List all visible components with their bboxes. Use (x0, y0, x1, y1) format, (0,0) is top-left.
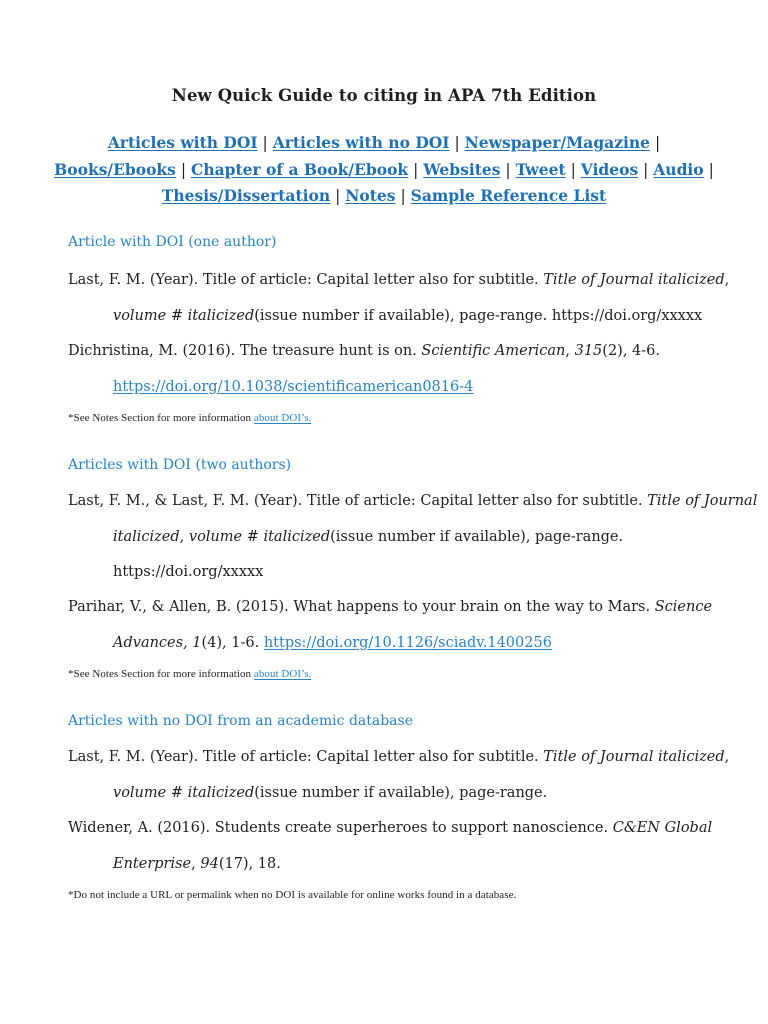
nav-separator: | (654, 134, 661, 152)
nav-link-thesis[interactable]: Thesis/Dissertation (161, 186, 331, 205)
nav-link-tweet[interactable]: Tweet (515, 159, 566, 179)
no-doi-note: *Do not include a URL or permalink when no DOI is available for online works found in a database. (68, 889, 517, 901)
nav-row-3 (0, 183, 768, 210)
reference-template-one-author: Last, F. M. (Year). Title of article: Capital letter also for subtitle. Title of Journal italicized, volume # italicized(issue number if available), page-range. https://doi.org/xxxxx (68, 272, 730, 324)
section-nav (0, 130, 768, 210)
nav-separator: | (413, 160, 419, 179)
nav-separator: | (505, 160, 511, 179)
about-doi-link[interactable]: about DOI’s. (253, 412, 312, 424)
section-heading-doi-two-authors: Articles with DOI (two authors) (68, 457, 292, 473)
page-title: New Quick Guide to citing in APA 7th Edition (171, 86, 597, 105)
nav-separator: | (180, 160, 187, 179)
doi-note: *See Notes Section for more information about DOI’s. (68, 668, 312, 680)
reference-example-dichristina: Dichristina, M. (2016). The treasure hunt is on. Scientific American, 315(2), 4-6. https://doi.org/10.1038/scientificamerican0816-4 (68, 343, 660, 395)
nav-link-audio[interactable]: Audio (653, 159, 704, 179)
nav-row-2 (0, 157, 768, 184)
section-heading-doi-one-author: Article with DOI (one author) (68, 234, 277, 250)
nav-link-websites[interactable]: Websites (423, 159, 501, 179)
nav-separator: | (708, 160, 714, 179)
reference-template-two-authors: Last, F. M., & Last, F. M. (Year). Title of article: Capital letter also for subtitle. Title of Journal italicized, volume # italicized(issue number if available), page-range. https://doi.org/xxxxx (68, 493, 758, 580)
nav-link-chapter[interactable]: Chapter of a Book/Ebook (190, 159, 409, 179)
nav-separator: | (643, 160, 649, 179)
about-doi-link[interactable]: about DOI’s. (253, 668, 312, 680)
nav-separator: | (454, 134, 460, 152)
nav-separator: | (570, 160, 576, 179)
nav-separator: | (335, 187, 341, 205)
section-heading-no-doi: Articles with no DOI from an academic database (68, 713, 414, 729)
nav-link-articles-with-doi[interactable]: Articles with DOI (107, 133, 258, 152)
nav-link-notes[interactable]: Notes (345, 186, 396, 205)
reference-template-no-doi: Last, F. M. (Year). Title of article: Capital letter also for subtitle. Title of Journal italicized, volume # italicized(issue number if available), page-range. (68, 749, 730, 801)
doi-link-dichristina[interactable]: https://doi.org/10.1038/scientificamerican0816-4 (113, 378, 474, 395)
nav-link-books-ebooks[interactable]: Books/Ebooks (54, 159, 176, 179)
nav-link-newspaper-magazine[interactable]: Newspaper/Magazine (464, 133, 651, 152)
nav-row-1 (0, 130, 768, 157)
nav-link-sample-reference-list[interactable]: Sample Reference List (410, 186, 607, 205)
reference-example-widener: Widener, A. (2016). Students create superheroes to support nanoscience. C&EN Global Enterprise, 94(17), 18. (68, 820, 713, 872)
nav-link-articles-no-doi[interactable]: Articles with no DOI (272, 133, 450, 152)
nav-separator: | (400, 187, 406, 205)
doi-link-parihar[interactable]: https://doi.org/10.1126/sciadv.1400256 (263, 634, 552, 651)
doi-note: *See Notes Section for more information about DOI’s. (68, 412, 312, 424)
nav-link-videos[interactable]: Videos (580, 159, 639, 179)
nav-separator: | (262, 134, 268, 152)
reference-example-parihar: Parihar, V., & Allen, B. (2015). What happens to your brain on the way to Mars. Science Advances, 1(4), 1-6. https://doi.org/10.1126/sciadv.1400256 (68, 599, 713, 651)
